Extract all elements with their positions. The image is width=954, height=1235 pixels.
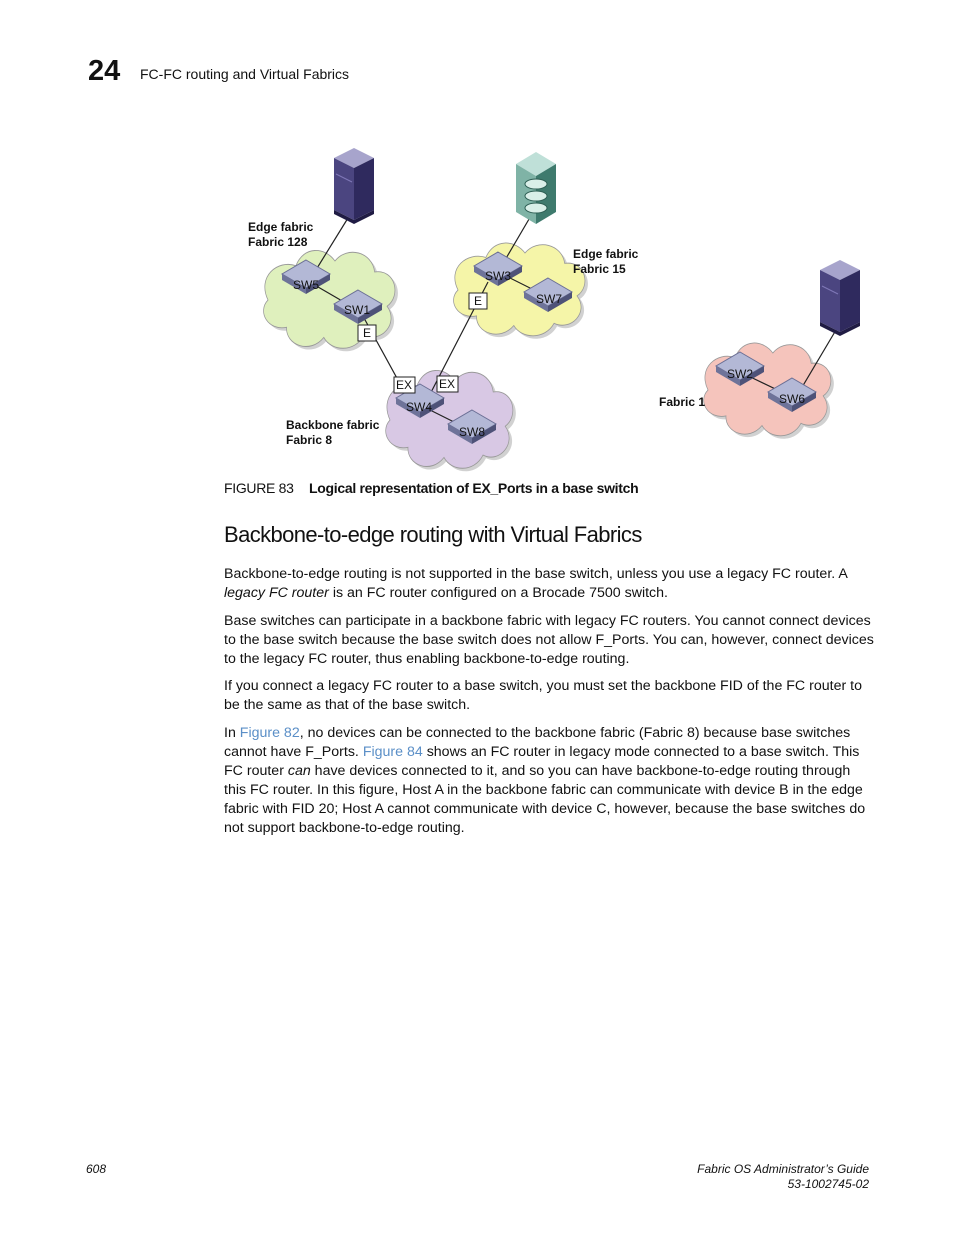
label-edge-fabric-15-line1: Edge fabric <box>573 247 639 261</box>
figure-84-link[interactable]: Figure 84 <box>362 744 423 760</box>
switch-label-sw4: SW4 <box>406 400 433 414</box>
guide-title: Fabric OS Administrator’s Guide <box>697 1162 869 1176</box>
chapter-number: 24 <box>88 55 121 87</box>
doc-number: 53-1002745-02 <box>787 1177 869 1191</box>
label-edge-fabric-128-line1: Edge fabric <box>248 220 314 234</box>
p4-text-c: shows an FC router in legacy mode connected to a base switch. This FC router <box>224 744 860 779</box>
section-heading: Backbone-to-edge routing with Virtual Fabrics <box>224 522 642 547</box>
label-edge-fabric-128-line2: Fabric 128 <box>248 235 308 249</box>
paragraph-1 <box>224 565 874 603</box>
chapter-title: FC-FC routing and Virtual Fabrics <box>140 66 350 82</box>
switch-label-sw2: SW2 <box>727 367 754 381</box>
label-backbone-fabric-line1: Backbone fabric <box>286 418 380 432</box>
paragraph-3: If you connect a legacy FC router to a base switch, you must set the backbone FID of the FC router to be the same as that of the base switch. <box>224 678 862 713</box>
p4-text-a: In <box>224 725 240 741</box>
label-edge-fabric-15-line2: Fabric 15 <box>573 262 626 276</box>
switch-label-sw1: SW1 <box>344 303 371 317</box>
paragraph-2: Base switches can participate in a backbone fabric with legacy FC routers. You cannot connect devices to the base switch because the base switch does not allow F_Ports. You can, however, connect devices to the legacy FC router, thus enabling backbone-to-edge routing. <box>224 613 874 667</box>
port-label-ex-right: EX <box>439 377 456 391</box>
server-icon-fabric128 <box>334 148 374 224</box>
p4-emphasis: can <box>287 763 311 779</box>
port-label-e-sw1: E <box>363 326 372 340</box>
p1-text-b: is an FC router configured on a Brocade 7500 switch. <box>328 585 668 601</box>
figure-caption-text: Logical representation of EX_Ports in a base switch <box>309 480 639 496</box>
switch-label-sw8: SW8 <box>459 425 486 439</box>
switch-label-sw3: SW3 <box>485 269 512 283</box>
switch-label-sw6: SW6 <box>779 392 806 406</box>
p4-text-d: have devices connected to it, and so you can have backbone-to-edge routing through this FC router. In this figure, Host A in the backbone fabric can communicate with device B in the edge fabric with FID 20; Host A cannot communicate with device C, however, because the base switches do not support backbone-to-edge routing. <box>224 763 866 836</box>
port-label-e-sw3: E <box>474 294 483 308</box>
p1-text-a: Backbone-to-edge routing is not supported in the base switch, unless you use a legacy FC router. A <box>224 566 848 582</box>
figure-caption-label: FIGURE 83 <box>224 480 294 496</box>
footer-doc-info <box>697 1162 869 1192</box>
port-label-ex-left: EX <box>396 378 413 392</box>
paragraph-4 <box>224 724 874 838</box>
storage-icon-fabric15 <box>516 152 556 224</box>
label-backbone-fabric-line2: Fabric 8 <box>286 433 333 447</box>
figure-82-link[interactable]: Figure 82 <box>239 725 300 741</box>
label-fabric-1: Fabric 1 <box>659 395 706 409</box>
page-number: 608 <box>86 1162 107 1176</box>
network-figure <box>0 0 954 500</box>
switch-label-sw7: SW7 <box>536 292 563 306</box>
cloud-fabric-128 <box>264 250 398 351</box>
p1-emphasis: legacy FC router <box>224 585 329 601</box>
switch-label-sw5: SW5 <box>293 278 320 292</box>
server-icon-fabric1 <box>820 260 860 336</box>
p4-text-b: , no devices can be connected to the backbone fabric (Fabric 8) because base switches cannot have F_Ports. <box>224 725 851 760</box>
